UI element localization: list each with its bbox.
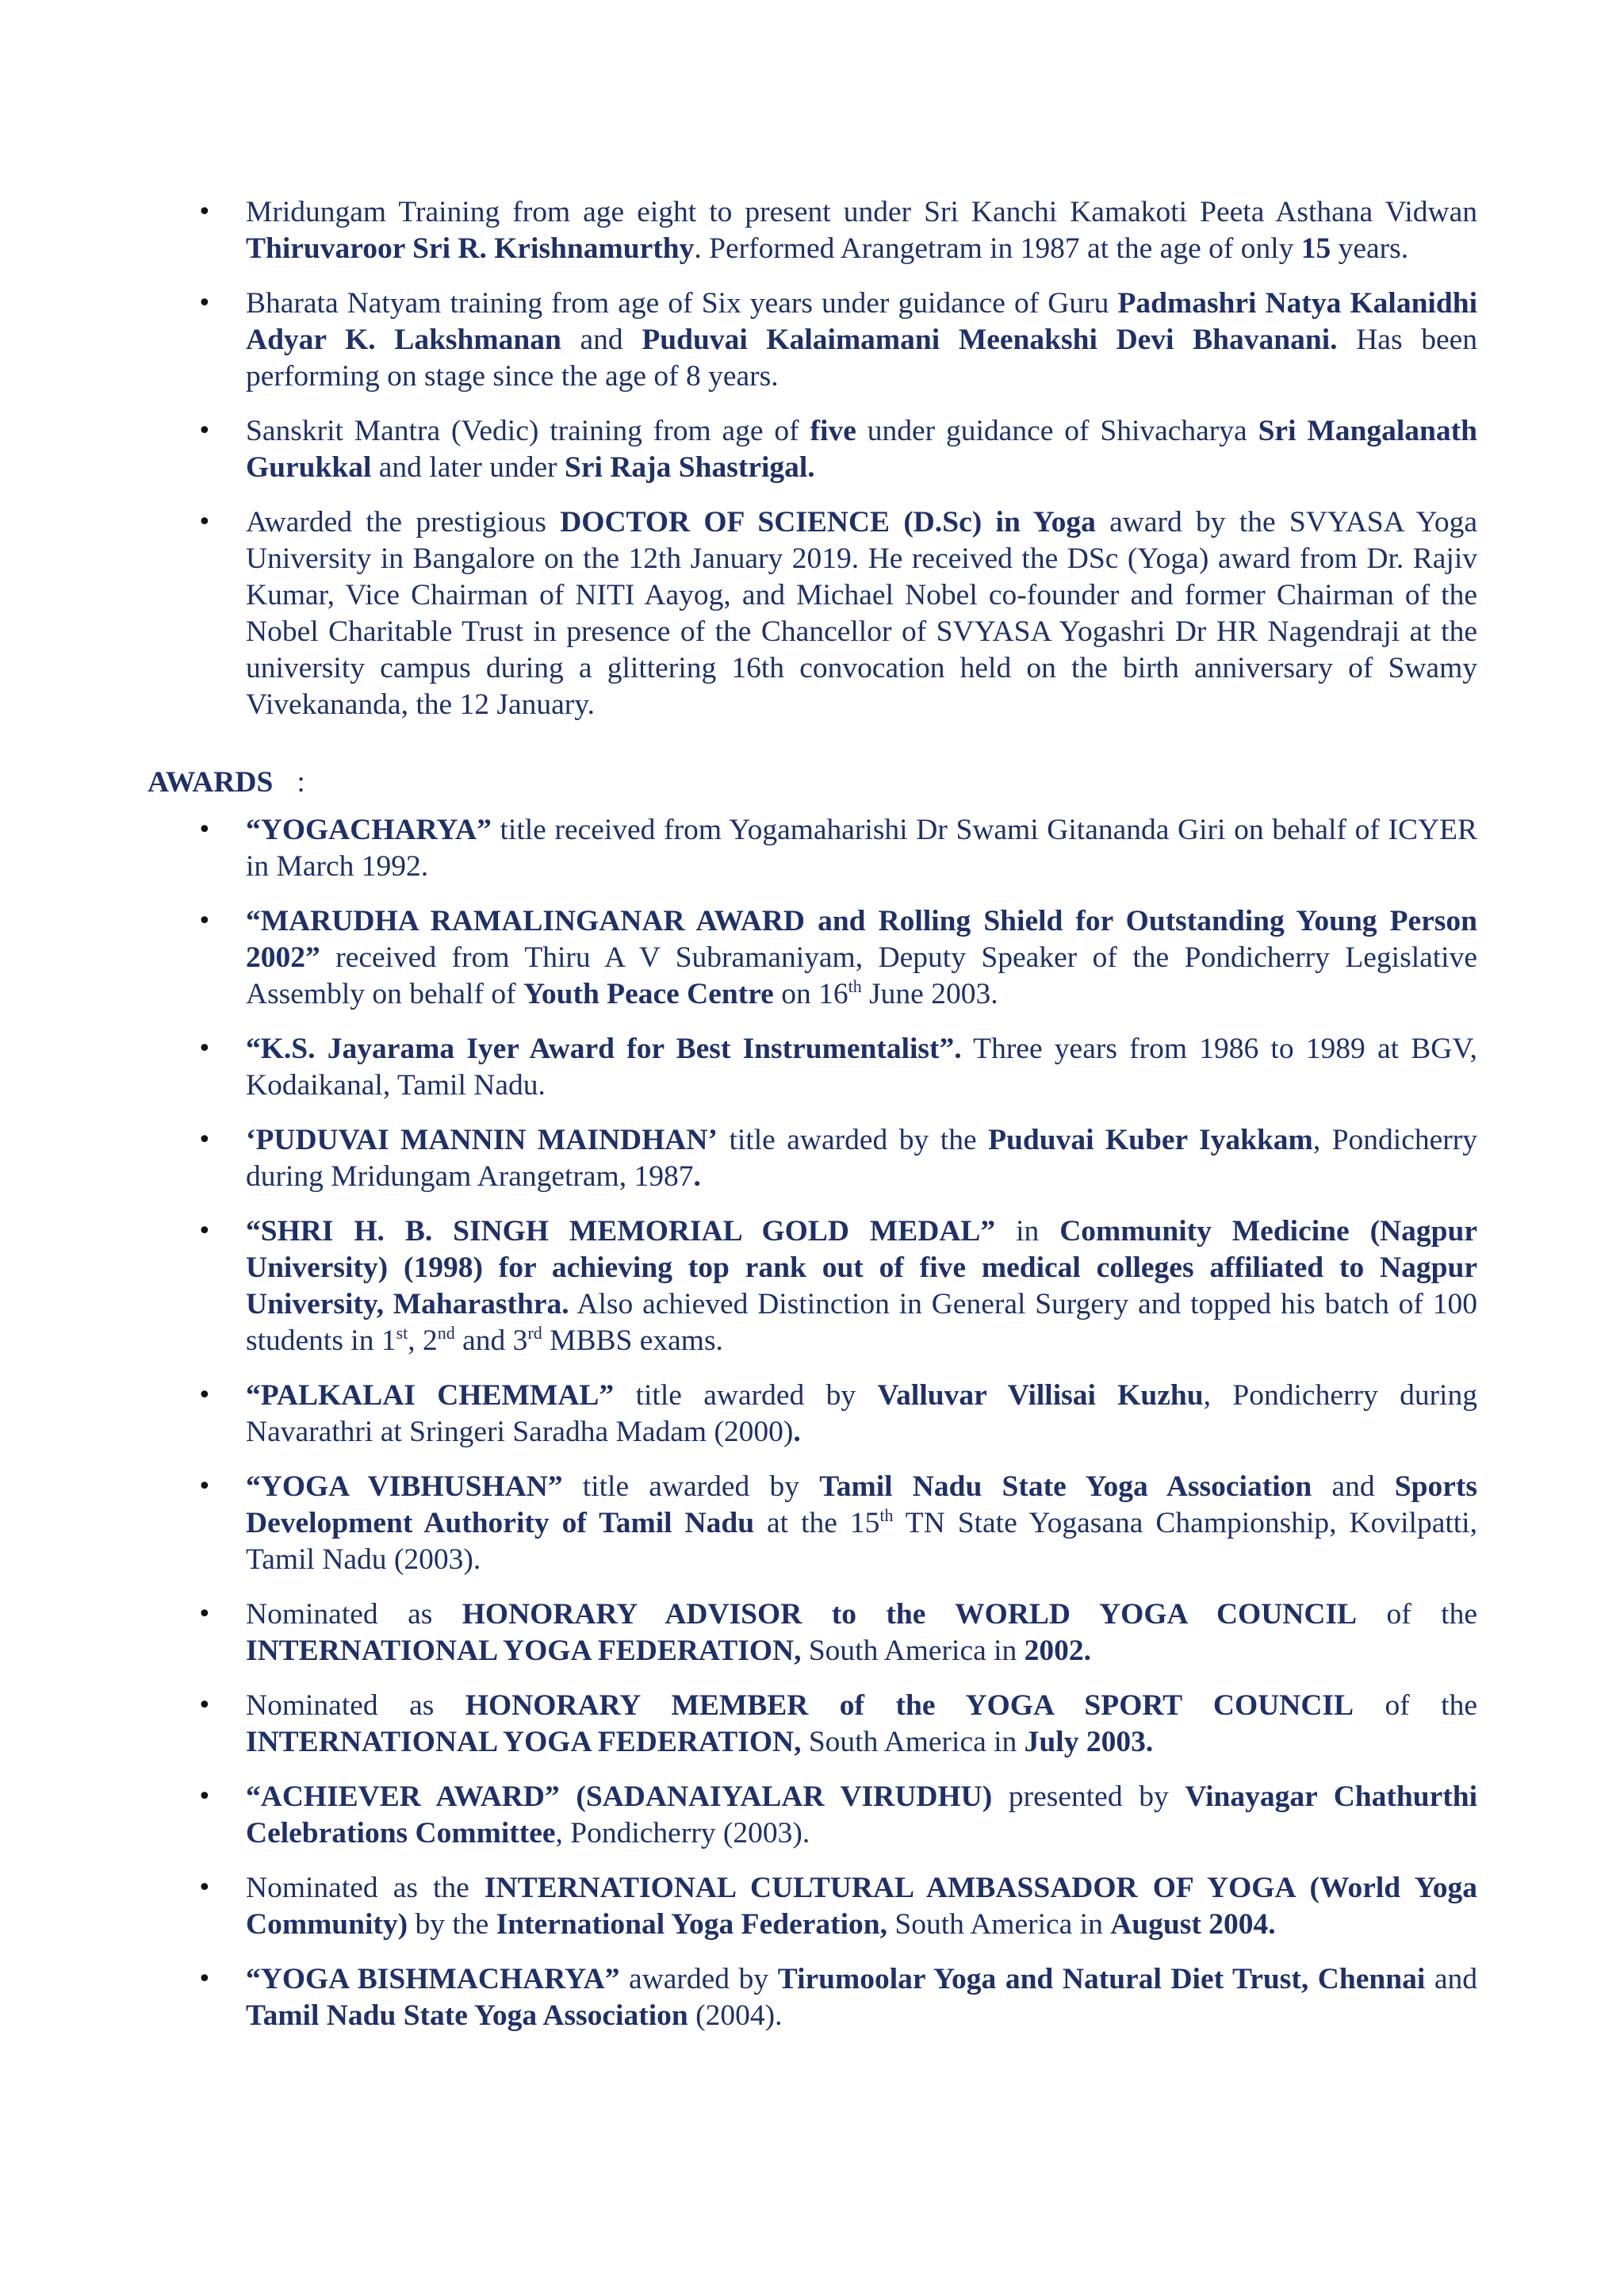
bold-text: Thiruvaroor Sri R. Krishnamurthy xyxy=(246,232,695,265)
bold-text: Tamil Nadu State Yoga Association xyxy=(819,1470,1312,1503)
list-item xyxy=(147,1779,1477,1852)
text-segment: title awarded by xyxy=(614,1379,878,1412)
text-segment: and xyxy=(1312,1470,1395,1503)
text-segment: , Pondicherry during Mridungam Arangetram, 1987 xyxy=(246,1124,1477,1193)
text-segment: Mridungam Training from age eight to present under Sri Kanchi Kamakoti Peeta Asthana Vidwan xyxy=(246,196,1477,228)
text-segment: in xyxy=(995,1215,1060,1248)
list-item xyxy=(147,1122,1477,1195)
bold-text: HONORARY ADVISOR to the WORLD YOGA COUNCIL xyxy=(462,1598,1358,1631)
text-segment: by the xyxy=(408,1908,496,1941)
bold-text: 15 xyxy=(1300,232,1331,265)
list-item xyxy=(147,1213,1477,1359)
awards-heading xyxy=(147,765,1477,801)
text-segment: award by the SVYASA Yoga University in Bangalore on the 12th January 2019. He received the DSc (Yoga) award from Dr. Rajiv Kumar, Vice Chairman of NITI Aayog, and Michael Nobel co-founder and former Chairman of the Nobel Charitable Trust in presence of the Chancellor of SVYASA Yogashri Dr HR Nagendraji at the university campus during a glittering 16th convocation held on the birth anniversary of Swamy Vivekananda, the 12 January. xyxy=(246,506,1478,721)
text-segment: Sanskrit Mantra (Vedic) training from age of xyxy=(246,415,810,447)
text-segment: TN State Yogasana Championship, Kovilpatti, Tamil Nadu (2003). xyxy=(246,1507,1477,1576)
bold-text: 2002. xyxy=(1024,1635,1092,1667)
list-item xyxy=(147,1870,1477,1943)
text-segment: (2004). xyxy=(688,1999,783,2032)
bold-text: ‘PUDUVAI MANNIN MAINDHAN’ xyxy=(246,1124,718,1156)
bold-text: Vinayagar Chathurthi Celebrations Committee xyxy=(246,1780,1477,1849)
text-segment: South America in xyxy=(801,1726,1025,1758)
bold-text: International Yoga Federation, xyxy=(496,1908,888,1941)
text-segment: Has been performing on stage since the age of 8 years. xyxy=(246,324,1478,393)
list-item xyxy=(147,1031,1477,1104)
text-segment: Awarded the prestigious xyxy=(246,506,561,539)
text-segment: presented by xyxy=(992,1780,1185,1813)
text-segment: of the xyxy=(1357,1598,1477,1631)
awards-list xyxy=(147,812,1477,2034)
text-segment: June 2003. xyxy=(861,978,998,1010)
bold-text: Youth Peace Centre xyxy=(523,978,774,1010)
text-segment: , Pondicherry during Navarathri at Sringeri Saradha Madam (2000) xyxy=(246,1379,1477,1448)
bold-text: INTERNATIONAL CULTURAL AMBASSADOR OF YOGA (World Yoga Community) xyxy=(246,1872,1477,1941)
bold-text: HONORARY MEMBER of the YOGA SPORT COUNCIL xyxy=(465,1689,1354,1722)
text-segment: Three years from 1986 to 1989 at BGV, Kodaikanal, Tamil Nadu. xyxy=(246,1033,1477,1102)
bold-text: DOCTOR OF SCIENCE (D.Sc) in Yoga xyxy=(560,506,1096,539)
bold-text: “PALKALAI CHEMMAL” xyxy=(246,1379,615,1412)
training-list xyxy=(147,194,1477,723)
list-item xyxy=(147,903,1477,1013)
list-item xyxy=(147,1961,1477,2034)
text-segment: Bharata Natyam training from age of Six years under guidance of Guru xyxy=(246,287,1118,320)
text-segment: . Performed Arangetram in 1987 at the age of only xyxy=(694,232,1301,265)
bold-text: Puduvai Kuber Iyakkam xyxy=(988,1124,1313,1156)
bold-text: “YOGA BISHMACHARYA” xyxy=(246,1963,620,1995)
text-segment: title awarded by the xyxy=(717,1124,989,1156)
text-segment: and 3 xyxy=(454,1324,528,1357)
bold-text: . xyxy=(793,1416,801,1448)
text-segment: under guidance of Shivacharya xyxy=(856,415,1258,447)
superscript-text: th xyxy=(879,1505,894,1525)
awards-heading-colon: : xyxy=(297,766,305,799)
bold-text: Puduvai Kalaimamani Meenakshi Devi Bhavanani. xyxy=(642,324,1338,356)
bold-text: “YOGACHARYA” xyxy=(246,814,492,846)
text-segment: Nominated as xyxy=(246,1689,465,1722)
text-segment: years. xyxy=(1331,232,1409,265)
bold-text: “MARUDHA RAMALINGANAR AWARD and Rolling Shield for Outstanding Young Person 2002” xyxy=(246,905,1477,974)
text-segment: , 2 xyxy=(408,1324,438,1357)
text-segment: title awarded by xyxy=(562,1470,820,1503)
list-item xyxy=(147,194,1477,267)
text-segment: South America in xyxy=(887,1908,1111,1941)
text-segment: and later under xyxy=(371,451,565,484)
bold-text: “K.S. Jayarama Iyer Award for Best Instrumentalist”. xyxy=(246,1033,962,1065)
bold-text: Valluvar Villisai Kuzhu xyxy=(877,1379,1204,1412)
list-item xyxy=(147,1688,1477,1761)
list-item xyxy=(147,286,1477,395)
text-segment: received from Thiru A V Subramaniyam, Deputy Speaker of the Pondicherry Legislative Assembly on behalf of xyxy=(246,941,1477,1010)
list-item xyxy=(147,1596,1477,1669)
bold-text: Padmashri Natya Kalanidhi Adyar K. Lakshmanan xyxy=(246,287,1477,356)
list-item xyxy=(147,1469,1477,1578)
text-segment: South America in xyxy=(801,1635,1025,1667)
list-item xyxy=(147,413,1477,486)
awards-heading-label: AWARDS xyxy=(147,766,274,799)
text-segment: title received from Yogamaharishi Dr Swami Gitananda Giri on behalf of ICYER in March 1992. xyxy=(246,814,1477,883)
list-item xyxy=(147,504,1477,723)
bold-text: Sports Development Authority of Tamil Nadu xyxy=(246,1470,1477,1539)
bold-text: INTERNATIONAL YOGA FEDERATION, xyxy=(246,1635,802,1667)
bold-text: “SHRI H. B. SINGH MEMORIAL GOLD MEDAL” xyxy=(246,1215,996,1248)
bold-text: August 2004. xyxy=(1110,1908,1276,1941)
text-segment: awarded by xyxy=(619,1963,778,1995)
list-item xyxy=(147,812,1477,885)
text-segment: , Pondicherry (2003). xyxy=(555,1817,810,1849)
superscript-text: th xyxy=(848,976,862,996)
bold-text: Sri Raja Shastrigal. xyxy=(565,451,815,484)
bold-text: “YOGA VIBHUSHAN” xyxy=(246,1470,563,1503)
text-segment: of the xyxy=(1354,1689,1477,1722)
text-segment: at the 15 xyxy=(754,1507,880,1539)
text-segment: and xyxy=(1425,1963,1477,1995)
text-segment: Nominated as xyxy=(246,1598,462,1631)
bold-text: Tirumoolar Yoga and Natural Diet Trust, Chennai xyxy=(777,1963,1426,1995)
bold-text: Tamil Nadu State Yoga Association xyxy=(246,1999,688,2032)
bold-text: Sri Mangalanath Gurukkal xyxy=(246,415,1477,484)
bold-text: five xyxy=(810,415,856,447)
bold-text: Community Medicine (Nagpur University) (1998) for achieving top rank out of five medical colleges affiliated to Nagpur University, Maharasthra. xyxy=(246,1215,1477,1320)
superscript-text: st xyxy=(396,1323,408,1343)
bold-text: “ACHIEVER AWARD” (SADANAIYALAR VIRUDHU) xyxy=(246,1780,993,1813)
list-item xyxy=(147,1378,1477,1451)
bold-text: July 2003. xyxy=(1024,1726,1154,1758)
superscript-text: rd xyxy=(527,1323,542,1343)
text-segment: on 16 xyxy=(773,978,848,1010)
text-segment: Nominated as the xyxy=(246,1872,485,1904)
text-segment: MBBS exams. xyxy=(542,1324,723,1357)
bold-text: INTERNATIONAL YOGA FEDERATION, xyxy=(246,1726,802,1758)
text-segment: Also achieved Distinction in General Surgery and topped his batch of 100 students in 1 xyxy=(246,1288,1477,1357)
text-segment: and xyxy=(561,324,642,356)
bold-text: . xyxy=(693,1160,701,1193)
superscript-text: nd xyxy=(437,1323,455,1343)
